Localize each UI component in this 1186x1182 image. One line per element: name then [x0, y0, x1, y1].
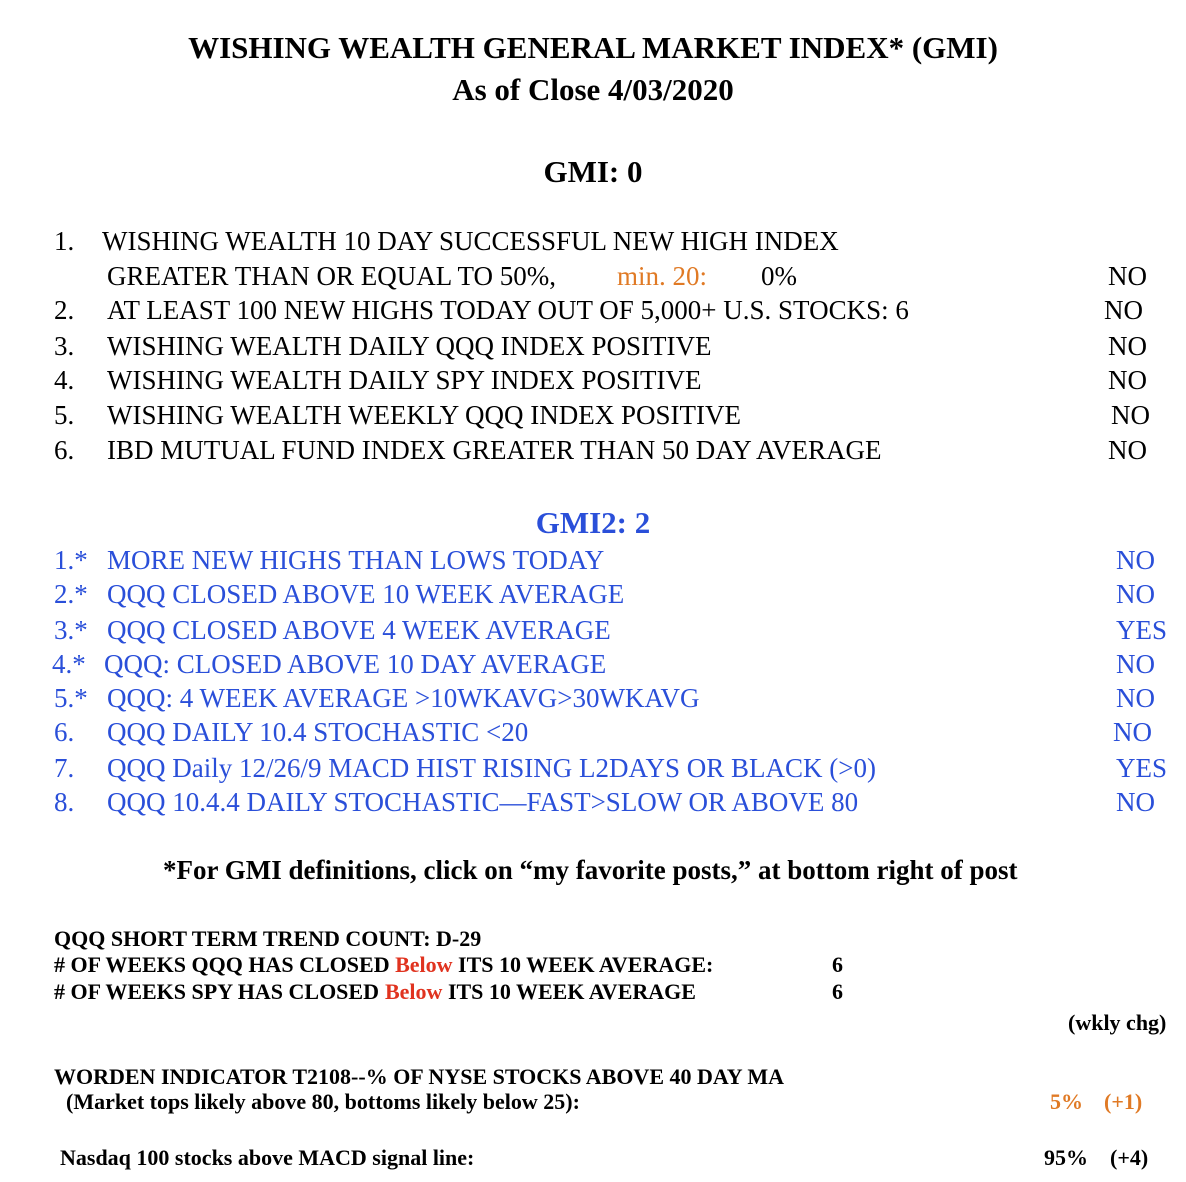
spy-weeks-suffix: ITS 10 WEEK AVERAGE: [447, 979, 696, 1004]
gmi2-item-7-value: YES: [1116, 753, 1168, 783]
weekly-change-label: (wkly chg): [1068, 1010, 1167, 1035]
gmi-item-5-number: 5.: [54, 400, 75, 430]
gmi-item-3-number: 3.: [54, 331, 75, 361]
gmi-item-1-min: min. 20:: [617, 261, 708, 291]
worden-note: (Market tops likely above 80, bottoms likely below 25):: [66, 1089, 580, 1114]
qqq-weeks-value: 6: [832, 952, 843, 977]
gmi2-item-5-value: NO: [1116, 683, 1155, 713]
gmi-item-1-pct: 0%: [761, 261, 797, 291]
gmi2-item-7-number: 7.: [54, 753, 75, 783]
spy-status: Below: [384, 979, 443, 1004]
gmi2-item-2-value: NO: [1116, 579, 1155, 609]
gmi2-item-6-text: QQQ DAILY 10.4 STOCHASTIC <20: [107, 717, 529, 747]
gmi2-score: GMI2: 2: [535, 505, 651, 540]
gmi2-item-6-value: NO: [1113, 717, 1152, 747]
gmi-score: GMI: 0: [543, 154, 643, 189]
gmi2-item-4-value: NO: [1116, 649, 1155, 679]
gmi-item-2-text: AT LEAST 100 NEW HIGHS TODAY OUT OF 5,000+ U.S. STOCKS: 6: [107, 295, 909, 325]
gmi-item-4-value: NO: [1108, 365, 1147, 395]
gmi-item-3-value: NO: [1108, 331, 1147, 361]
gmi-item-2-value: NO: [1104, 295, 1143, 325]
qqq-weeks-suffix: ITS 10 WEEK AVERAGE:: [458, 952, 714, 977]
nasdaq-label: Nasdaq 100 stocks above MACD signal line:: [60, 1145, 475, 1170]
gmi2-item-6-number: 6.: [54, 717, 75, 747]
gmi-item-1-text: WISHING WEALTH 10 DAY SUCCESSFUL NEW HIGH INDEX: [102, 226, 839, 256]
gmi-item-6-value: NO: [1108, 435, 1147, 465]
gmi2-item-2-number: 2.*: [54, 579, 88, 609]
gmi2-item-5-text: QQQ: 4 WEEK AVERAGE >10WKAVG>30WKAVG: [107, 683, 700, 713]
gmi2-item-8-number: 8.: [54, 787, 75, 817]
gmi2-item-3-number: 3.*: [54, 615, 88, 645]
gmi-item-2-number: 2.: [54, 295, 75, 325]
worden-title: WORDEN INDICATOR T2108--% OF NYSE STOCKS ABOVE 40 DAY MA: [54, 1064, 784, 1089]
gmi-item-3-text: WISHING WEALTH DAILY QQQ INDEX POSITIVE: [107, 331, 712, 361]
gmi-item-1-text-cont: GREATER THAN OR EQUAL TO 50%,: [107, 261, 556, 291]
gmi2-item-5-number: 5.*: [54, 683, 88, 713]
gmi2-item-3-value: YES: [1116, 615, 1168, 645]
qqq-status: Below: [395, 952, 453, 977]
definitions-note: *For GMI definitions, click on “my favorite posts,” at bottom right of post: [163, 855, 1018, 885]
gmi-item-5-text: WISHING WEALTH WEEKLY QQQ INDEX POSITIVE: [107, 400, 741, 430]
gmi2-item-1-value: NO: [1116, 545, 1155, 575]
nasdaq-value: 95%: [1044, 1145, 1088, 1170]
gmi-item-6-number: 6.: [54, 435, 75, 465]
gmi2-item-4-number: 4.*: [52, 649, 86, 679]
gmi2-item-8-value: NO: [1116, 787, 1155, 817]
gmi-item-4-number: 4.: [54, 365, 75, 395]
gmi2-item-3-text: QQQ CLOSED ABOVE 4 WEEK AVERAGE: [107, 615, 611, 645]
spy-weeks-label: [54, 979, 696, 1005]
gmi2-item-8-text: QQQ 10.4.4 DAILY STOCHASTIC—FAST>SLOW OR ABOVE 80: [107, 787, 859, 817]
worden-change: (+1): [1104, 1089, 1143, 1114]
page-title: WISHING WEALTH GENERAL MARKET INDEX* (GMI): [188, 30, 998, 65]
gmi-item-6-text: IBD MUTUAL FUND INDEX GREATER THAN 50 DAY AVERAGE: [107, 435, 882, 465]
gmi-item-1-number: 1.: [54, 226, 75, 256]
spy-weeks-prefix: # OF WEEKS SPY HAS CLOSED: [54, 979, 379, 1004]
gmi2-item-7-text: QQQ Daily 12/26/9 MACD HIST RISING L2DAYS OR BLACK (>0): [107, 753, 877, 783]
gmi-item-4-text: WISHING WEALTH DAILY SPY INDEX POSITIVE: [107, 365, 702, 395]
spy-weeks-value: 6: [832, 979, 843, 1004]
gmi-item-1-value: NO: [1108, 261, 1147, 291]
gmi2-item-1-number: 1.*: [54, 545, 88, 575]
qqq-weeks-prefix: # OF WEEKS QQQ HAS CLOSED: [54, 952, 390, 977]
worden-value: 5%: [1050, 1089, 1083, 1114]
trend-count: QQQ SHORT TERM TREND COUNT: D-29: [54, 926, 482, 951]
gmi2-item-1-text: MORE NEW HIGHS THAN LOWS TODAY: [107, 545, 605, 575]
page-subtitle: As of Close 4/03/2020: [452, 72, 734, 107]
gmi2-item-4-text: QQQ: CLOSED ABOVE 10 DAY AVERAGE: [104, 649, 607, 679]
nasdaq-change: (+4): [1110, 1145, 1149, 1170]
qqq-weeks-label: [54, 952, 713, 978]
gmi2-item-2-text: QQQ CLOSED ABOVE 10 WEEK AVERAGE: [107, 579, 625, 609]
gmi-item-5-value: NO: [1111, 400, 1150, 430]
